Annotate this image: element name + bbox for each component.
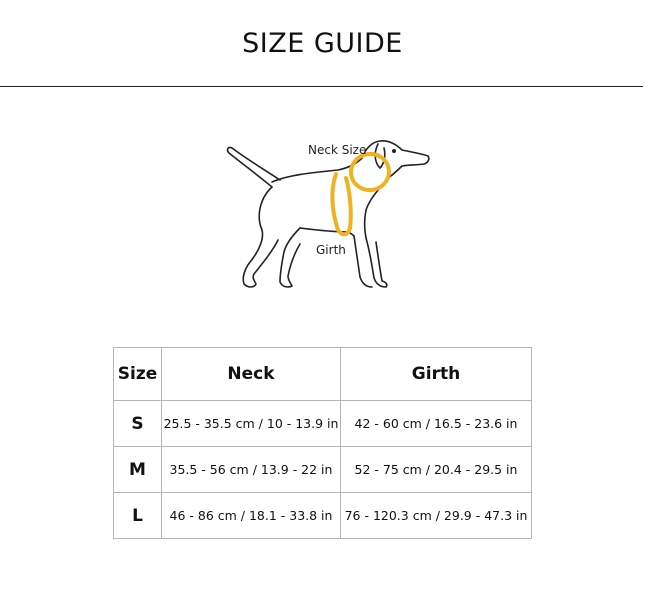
girth-loop <box>332 174 350 234</box>
dog-illustration <box>220 132 440 302</box>
header-neck: Neck <box>162 348 341 401</box>
girth-cell: 76 - 120.3 cm / 29.9 - 47.3 in <box>341 493 532 539</box>
neck-cell: 25.5 - 35.5 cm / 10 - 13.9 in <box>162 401 341 447</box>
dog-measurement-diagram <box>220 132 440 302</box>
size-cell: S <box>114 401 162 447</box>
table-header-row <box>114 348 532 401</box>
neck-size-label: Neck Size <box>308 143 367 157</box>
size-table <box>113 347 532 539</box>
neck-cell: 46 - 86 cm / 18.1 - 33.8 in <box>162 493 341 539</box>
girth-cell: 42 - 60 cm / 16.5 - 23.6 in <box>341 401 532 447</box>
size-cell: L <box>114 493 162 539</box>
table-row <box>114 401 532 447</box>
table-row <box>114 447 532 493</box>
size-cell: M <box>114 447 162 493</box>
girth-label: Girth <box>316 243 346 257</box>
title-divider <box>0 86 643 87</box>
header-size: Size <box>114 348 162 401</box>
page-title: SIZE GUIDE <box>242 28 403 59</box>
dog-outline <box>228 141 429 287</box>
table-row <box>114 493 532 539</box>
header-girth: Girth <box>341 348 532 401</box>
girth-cell: 52 - 75 cm / 20.4 - 29.5 in <box>341 447 532 493</box>
neck-cell: 35.5 - 56 cm / 13.9 - 22 in <box>162 447 341 493</box>
